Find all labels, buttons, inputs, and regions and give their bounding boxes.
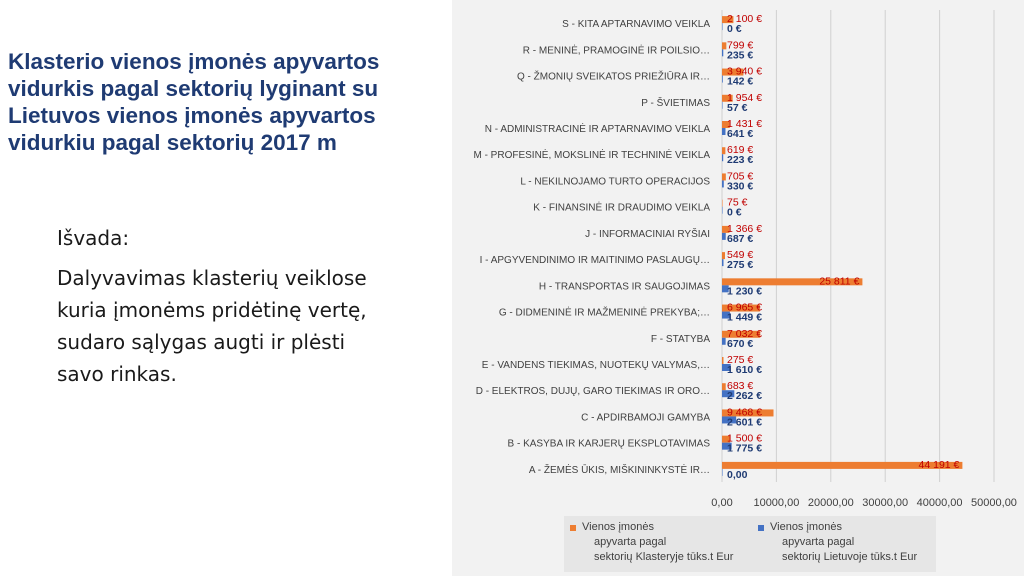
category-label-14: P - ŠVIETIMAS — [641, 97, 710, 109]
legend-cluster-line3: sektorių Klasteryje tūks.t Eur — [594, 551, 734, 563]
x-tick-label-3: 30000,00 — [862, 497, 909, 509]
data-label-cluster-1: 1 500 € — [727, 432, 763, 445]
data-label-cluster-14: 1 954 € — [727, 91, 763, 104]
x-tick-label-2: 20000,00 — [807, 497, 854, 509]
x-tick-label-1: 10000,00 — [753, 497, 800, 509]
category-label-8: I - APGYVENDINIMO IR MAITINIMO PASLAUGŲ… — [479, 255, 710, 267]
legend-item-cluster — [570, 520, 740, 565]
bar-lithuania-17 — [722, 23, 723, 30]
data-label-lithuania-17: 0 € — [727, 23, 742, 36]
data-label-cluster-13: 1 431 € — [727, 118, 763, 130]
bar-lithuania-0 — [722, 469, 723, 476]
bar-lithuania-5 — [722, 338, 726, 345]
category-label-3: D - ELEKTROS, DUJŲ, GARO TIEKIMAS IR ORO… — [475, 386, 710, 398]
data-label-lithuania-12: 223 € — [727, 154, 754, 167]
bar-lithuania-13 — [722, 128, 725, 135]
data-label-cluster-12: 619 € — [727, 144, 754, 157]
chart-panel — [452, 0, 1024, 576]
data-label-cluster-8: 549 € — [727, 249, 754, 262]
legend-lithuania-line2: apyvarta pagal — [782, 536, 855, 548]
bar-chart — [452, 0, 1024, 576]
data-label-cluster-9: 1 366 € — [727, 222, 763, 235]
data-label-lithuania-9: 687 € — [727, 232, 754, 245]
bar-cluster-11 — [722, 173, 726, 180]
data-label-lithuania-5: 670 € — [727, 337, 754, 350]
category-label-16: R - MENINĖ, PRAMOGINĖ IR POILSIO… — [522, 45, 710, 57]
legend-lithuania-line1: Vienos įmonės — [770, 521, 842, 533]
data-label-cluster-7: 25 811 € — [819, 275, 860, 288]
data-label-cluster-0: 44 191 € — [918, 458, 960, 471]
bar-cluster-10 — [722, 200, 723, 207]
legend-swatch-lithuania — [758, 525, 764, 531]
data-label-lithuania-15: 142 € — [727, 75, 754, 88]
category-label-6: G - DIDMENINĖ IR MAŽMENINĖ PREKYBA;… — [498, 307, 710, 319]
data-label-lithuania-3: 2 262 € — [727, 390, 763, 403]
legend-swatch-cluster — [570, 525, 576, 531]
data-label-lithuania-6: 1 449 € — [727, 311, 763, 324]
category-label-15: Q - ŽMONIŲ SVEIKATOS PRIEŽIŪRA IR… — [517, 71, 710, 83]
x-tick-label-5: 50000,00 — [971, 497, 1017, 509]
bar-lithuania-8 — [722, 259, 723, 266]
bar-cluster-12 — [722, 147, 725, 154]
bar-lithuania-14 — [722, 102, 723, 109]
bar-cluster-3 — [722, 383, 726, 390]
data-label-cluster-15: 3 940 € — [727, 65, 763, 78]
bar-cluster-4 — [722, 357, 723, 364]
data-label-cluster-3: 683 € — [727, 380, 754, 393]
data-label-cluster-2: 9 468 € — [727, 406, 763, 419]
category-label-5: F - STATYBA — [650, 333, 710, 345]
data-label-cluster-5: 7 032 € — [727, 327, 763, 340]
conclusion-text: Dalyvavimas klasterių veiklose kuria įmonėms pridėtinę vertę, sudaro sąlygas augti ir plėsti savo rinkas. — [57, 266, 367, 386]
data-label-lithuania-10: 0 € — [727, 206, 742, 219]
bar-lithuania-10 — [722, 207, 723, 214]
bar-cluster-16 — [722, 42, 726, 49]
category-label-0: A - ŽEMĖS ŪKIS, MIŠKININKYSTĖ IR… — [528, 464, 710, 476]
data-label-lithuania-1: 1 775 € — [727, 442, 763, 455]
conclusion-label: Išvada: — [57, 226, 130, 250]
x-tick-label-0: 0,00 — [711, 497, 733, 509]
bar-lithuania-12 — [722, 154, 723, 161]
category-label-10: K - FINANSINĖ IR DRAUDIMO VEIKLA — [533, 202, 710, 214]
legend-cluster-line2: apyvarta pagal — [594, 536, 667, 548]
category-label-2: C - APDIRBAMOJI GAMYBA — [581, 412, 710, 424]
category-label-17: S - KITA APTARNAVIMO VEIKLA — [562, 19, 710, 31]
data-label-cluster-10: 75 € — [727, 196, 748, 209]
category-label-11: L - NEKILNOJAMO TURTO OPERACIJOS — [520, 176, 710, 188]
x-tick-label-4: 40000,00 — [916, 497, 963, 509]
data-label-lithuania-2: 2 601 € — [727, 416, 763, 429]
data-label-cluster-6: 6 965 € — [727, 301, 763, 314]
data-label-lithuania-7: 1 230 € — [727, 285, 763, 298]
category-label-1: B - KASYBA IR KARJERŲ EKSPLOTAVIMAS — [507, 438, 710, 450]
bar-lithuania-9 — [722, 233, 726, 240]
data-label-cluster-17: 2 100 € — [727, 13, 763, 26]
data-label-cluster-4: 275 € — [727, 354, 754, 366]
legend-lithuania-line3: sektorių Lietuvoje tūks.t Eur — [782, 551, 918, 563]
data-label-lithuania-13: 641 € — [727, 128, 754, 140]
legend-item-lithuania — [758, 520, 928, 565]
bar-lithuania-15 — [722, 76, 723, 83]
chart-legend — [564, 516, 936, 572]
slide-title: Klasterio vienos įmonės apyvartos vidurkis pagal sektorių lyginant su Lietuvos vienos įmonės apyvartos vidurkiu pagal sektorių 2017 m — [8, 49, 380, 155]
category-label-4: E - VANDENS TIEKIMAS, NUOTEKŲ VALYMAS,… — [481, 360, 710, 371]
data-label-lithuania-0: 0,00 — [727, 468, 748, 481]
left-panel — [0, 0, 452, 576]
category-label-7: H - TRANSPORTAS IR SAUGOJIMAS — [538, 281, 710, 293]
data-label-lithuania-16: 235 € — [727, 49, 754, 62]
bar-lithuania-11 — [722, 180, 724, 187]
category-label-9: J - INFORMACINIAI RYŠIAI — [585, 228, 710, 240]
data-label-lithuania-14: 57 € — [727, 101, 748, 114]
data-label-cluster-16: 799 € — [727, 39, 754, 52]
data-label-lithuania-4: 1 610 € — [727, 364, 763, 376]
legend-cluster-line1: Vienos įmonės — [582, 521, 654, 533]
category-label-13: N - ADMINISTRACINĖ IR APTARNAVIMO VEIKLA — [484, 124, 710, 135]
bar-cluster-8 — [722, 252, 725, 259]
bar-lithuania-16 — [722, 49, 723, 56]
data-label-lithuania-11: 330 € — [727, 180, 754, 193]
category-label-12: M - PROFESINĖ, MOKSLINĖ IR TECHNINĖ VEIKLA — [473, 150, 710, 162]
data-label-cluster-11: 705 € — [727, 170, 754, 183]
data-label-lithuania-8: 275 € — [727, 259, 754, 272]
